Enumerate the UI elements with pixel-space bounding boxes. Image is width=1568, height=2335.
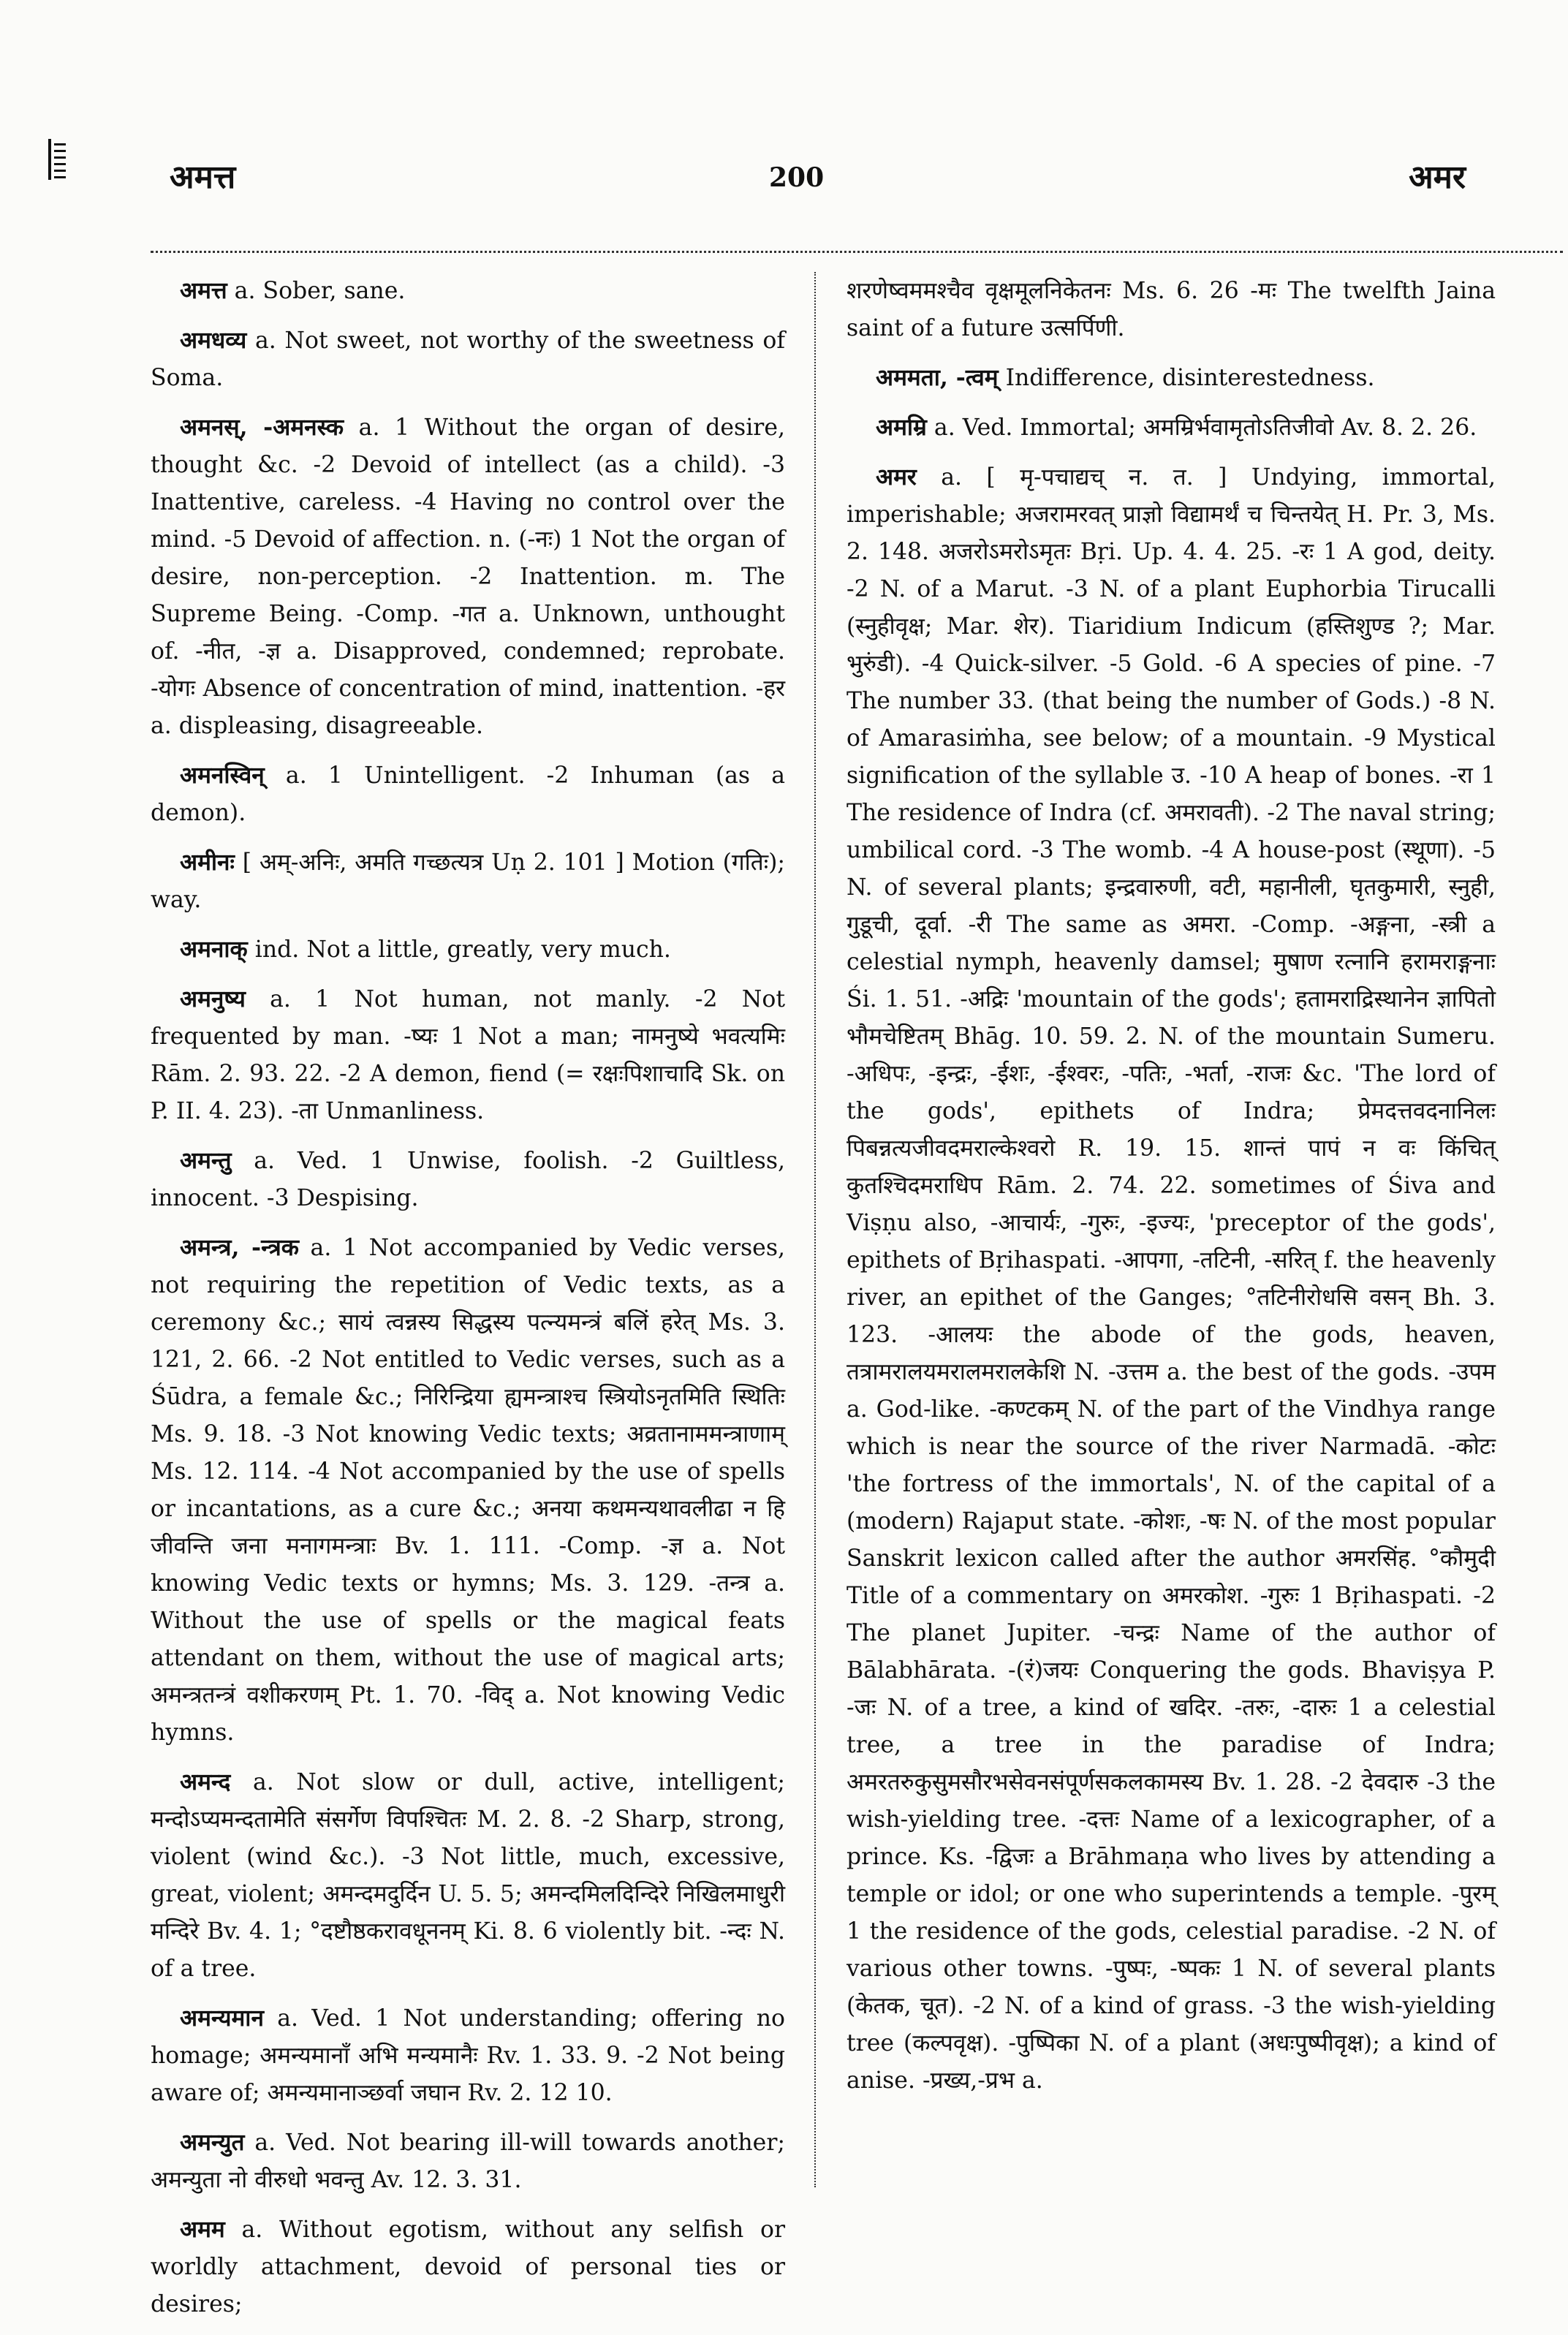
dictionary-entry (847, 359, 1496, 397)
dictionary-entry (151, 980, 785, 1130)
dictionary-entry (847, 409, 1496, 447)
page-number: 200 (769, 162, 825, 193)
entry-definition: a. [ मृ-पचाद्यच् न. त. ] Undying, immortal, imperishable; अजरामरवत् प्राज्ञो विद्यामर्थं च चिन्तयेत् H. Pr. 3, Ms. 2. 148. अजरोऽमरोऽमृतः Bṛi. Up. 4. 4. 25. -रः 1 A god, deity. -2 N. of a Marut. -3 N. of a plant Euphorbia Tirucalli (स्नुहीवृक्ष; Mar. शेर). Tiaridium Indicum (हस्तिशुण्ड ?; Mar. भुरुंडी). -4 Quick-silver. -5 Gold. -6 A species of pine. -7 The number 33. (that being the number of Gods.) -8 N. of Amarasiṁha, see below; of a mountain. -9 Mystical signification of the syllable उ. -10 A heap of bones. -रा 1 The residence of Indra (cf. अमरावती). -2 The naval string; umbilical cord. -3 The womb. -4 A house-post (स्थूणा). -5 N. of several plants; इन्द्रवारुणी, वटी, महानीली, घृतकुमारी, स्नुही, गुडूची, दूर्वा. -री The same as अमरा. -Comp. -अङ्गना, -स्त्री a celestial nymph, heavenly damsel; मुषाण रत्नानि हरामराङ्गनाः Śi. 1. 51. -अद्रिः 'mountain of the gods'; हतामराद्रिस्थानेन ज्ञापितो भौमचेष्टितम् Bhāg. 10. 59. 2. N. of the mountain Sumeru. -अधिपः, -इन्द्रः, -ईशः, -ईश्वरः, -पतिः, -भर्ता, -राजः &c. 'The lord of the gods', epithets of Indra; प्रेमदत्तवदनानिलः पिबन्नत्यजीवदमराल्केश्वरो R. 19. 15. शान्तं पापं न वः किंचित् कुतश्चिदमराधिप Rām. 2. 74. 22. sometimes of Śiva and Viṣṇu also, -आचार्यः, -गुरुः, -इज्यः, 'preceptor of the gods', epithets of Bṛihaspati. -आपगा, -तटिनी, -सरित् f. the heavenly river, an epithet of the Ganges; °तटिनीरोधसि वसन् Bh. 3. 123. -आलयः the abode of the gods, heaven, तत्रामरालयमरालमरालकेशि N. -उत्तम a. the best of the gods. -उपम a. God-like. -कण्टकम् N. of the part of the Vindhya range which is near the source of the river Narmadā. -कोटः 'the fortress of the immortals', N. of the capital of a (modern) Rajaput state. -कोशः, -षः N. of the most popular Sanskrit lexicon called after the author अमरसिंह. °कौमुदी Title of a commentary on अमरकोश. -गुरुः 1 Bṛihaspati. -2 The planet Jupiter. -चन्द्रः Name of the author of Bālabhārata. -(रं)जयः Conquering the gods. Bhaviṣya P. -जः N. of a tree, a kind of खदिर. -तरुः, -दारुः 1 a celestial tree, a tree in the paradise of Indra; अमरतरुकुसुमसौरभसेवनसंपूर्णसकलकामस्य Bv. 1. 28. -2 देवदारु -3 the wish-yielding tree. -दत्तः Name of a lexicographer, of a prince. Ks. -द्विजः a Brāhmaṇa who lives by attending a temple or idol; or one who superintends a temple. -पुरम् 1 the residence of the gods, celestial paradise. -2 N. of various other towns. -पुष्पः, -ष्पकः 1 N. of several plants (केतक, चूत). -2 N. of a kind of grass. -3 the wish-yielding tree (कल्पवृक्ष). -पुष्पिका N. of a plant (अधःपुष्पीवृक्ष); a kind of anise. -प्रख्य,-प्रभ a. (847, 464, 1496, 2094)
dictionary-entry (151, 1229, 785, 1752)
entry-headword: अमम (180, 2216, 225, 2243)
header-right-word: अमर (1409, 159, 1466, 196)
dictionary-entry (151, 2211, 785, 2323)
dictionary-entry (151, 1142, 785, 1217)
dictionary-entry (151, 1999, 785, 2112)
entry-headword: अमधव्य (180, 327, 247, 354)
dictionary-entry (151, 272, 785, 310)
entry-headword: अमनुष्य (180, 985, 246, 1013)
entry-definition: a. Ved. 1 Unwise, foolish. -2 Guiltless, innocent. -3 Despising. (151, 1148, 785, 1211)
entry-definition: a. Ved. 1 Not understanding; offering no homage; अमन्यमानाँ अभि मन्यमानैः Rv. 1. 33. 9. -2 Not being aware of; अमन्यमानाञ्छर्वा जघान Rv. 2. 12 10. (151, 2005, 785, 2106)
dictionary-entry (151, 844, 785, 919)
dictionary-entry (151, 931, 785, 969)
entry-headword: अमनाक् (180, 936, 248, 963)
entry-definition: a. Not sweet, not worthy of the sweetness of Soma. (151, 328, 785, 391)
entry-headword: अमीनः (180, 849, 235, 876)
entry-definition: a. 1 Without the organ of desire, thought &c. -2 Devoid of intellect (as a child). -3 Inattentive, careless. -4 Having no control over the mind. -5 Devoid of affection. n. (-नः) 1 Not the organ of desire, non-perception. -2 Inattention. m. The Supreme Being. -Comp. -गत a. Unknown, unthought of. -नीत, -ज्ञ a. Disapproved, condemned; reprobate. -योगः Absence of concentration of mind, inattention. -हर a. displeasing, disagreeable. (151, 415, 785, 739)
left-column (151, 272, 785, 2335)
entry-headword: अममता, -त्वम् (876, 364, 999, 391)
entry-headword: अमनस्, -अमनस्क (180, 414, 344, 441)
header-left-word: अमत्त (170, 159, 236, 196)
entry-definition: a. Not slow or dull, active, intelligent; मन्दोऽप्यमन्दतामेति संसर्गेण विपश्चितः M. 2. 8. -2 Sharp, strong, violent (wind &c.). -3 Not little, much, excessive, great, violent; अमन्दमदुर्दिन U. 5. 5; अमन्दमिलदिन्दिरे निखिलमाधुरी मन्दिरे Bv. 4. 1; °दष्टौष्ठकरावधूननम् Ki. 8. 6 violently bit. -न्दः N. of a tree. (151, 1769, 785, 1982)
entry-definition: a. Ved. Not bearing ill-will towards another; अमन्युता नो वीरुधो भवन्तु Av. 12. 3. 31. (151, 2130, 785, 2193)
entry-headword: अमन्तु (180, 1147, 232, 1174)
entry-definition: a. Sober, sane. (227, 278, 406, 304)
column-divider (814, 272, 816, 2187)
dictionary-entry (151, 409, 785, 745)
right-column (847, 272, 1496, 2111)
entry-definition: a. 1 Not accompanied by Vedic verses, not requiring the repetition of Vedic texts, as a ceremony &c.; सायं त्वन्नस्य सिद्धस्य पत्न्यमन्त्रं बलिं हरेत् Ms. 3. 121, 2. 66. -2 Not entitled to Vedic verses, such as a Śūdra, a female &c.; निरिन्द्रिया ह्यमन्त्राश्च स्त्रियोऽनृतमिति स्थितिः Ms. 9. 18. -3 Not knowing Vedic texts; अव्रतानाममन्त्राणाम् Ms. 12. 114. -4 Not accompanied by the use of spells or incantations, as a cure &c.; अनया कथमन्यथावलीढा न हि जीवन्ति जना मनागमन्त्राः Bv. 1. 111. -Comp. -ज्ञ a. Not knowing Vedic texts or hymns; Ms. 3. 129. -तन्त्र a. Without the use of spells or the magical feats attendant on them, without the use of magical arts; अमन्त्रतन्त्रं वशीकरणम् Pt. 1. 70. -विद् a. Not knowing Vedic hymns. (151, 1235, 785, 1746)
dictionary-entry (847, 458, 1496, 2100)
entry-headword: अमन्यमान (180, 2005, 264, 2032)
entry-headword: अमन्त्र, -न्त्रक (180, 1234, 299, 1261)
entry-definition: a. Without egotism, without any selfish or worldly attachment, devoid of personal ties or desires; (151, 2217, 785, 2317)
dictionary-entry (151, 1763, 785, 1988)
entry-definition: a. 1 Not human, not manly. -2 Not frequented by man. -ष्यः 1 Not a man; नामनुष्ये भवत्यमिः Rām. 2. 93. 22. -2 A demon, fiend (= रक्षःपिशाचादि Sk. on P. II. 4. 23). -ता Unmanliness. (151, 986, 785, 1124)
dictionary-entry (847, 272, 1496, 347)
entry-definition: ind. Not a little, greatly, very much. (247, 936, 671, 963)
entry-headword: अमन्द (180, 1768, 231, 1795)
margin-index-mark (48, 139, 67, 180)
entry-headword: अमर (876, 463, 917, 491)
entry-definition: [ अम्-अनिः, अमति गच्छत्यत्र Uṇ 2. 101 ] Motion (गतिः); way. (151, 849, 785, 913)
entry-headword: अमनस्विन् (180, 762, 265, 789)
dictionary-entry (151, 757, 785, 832)
entry-definition: Indifference, disinterestedness. (998, 365, 1375, 391)
entry-definition: a. 1 Unintelligent. -2 Inhuman (as a demon). (151, 762, 785, 826)
header-rule (151, 251, 1563, 253)
entry-definition: a. Ved. Immortal; अमम्रिर्भवामृतोऽतिजीवो Av. 8. 2. 26. (926, 415, 1477, 441)
dictionary-entry (151, 2124, 785, 2199)
entry-headword: अमत्त (180, 277, 227, 304)
entry-definition: शरणेष्वममश्चैव वृक्षमूलनिकेतनः Ms. 6. 26 -मः The twelfth Jaina saint of a future उत्सर्पिणी. (847, 278, 1496, 341)
entry-headword: अमन्युत (180, 2129, 245, 2156)
dictionary-entry (151, 322, 785, 397)
entry-headword: अमम्रि (876, 414, 927, 441)
